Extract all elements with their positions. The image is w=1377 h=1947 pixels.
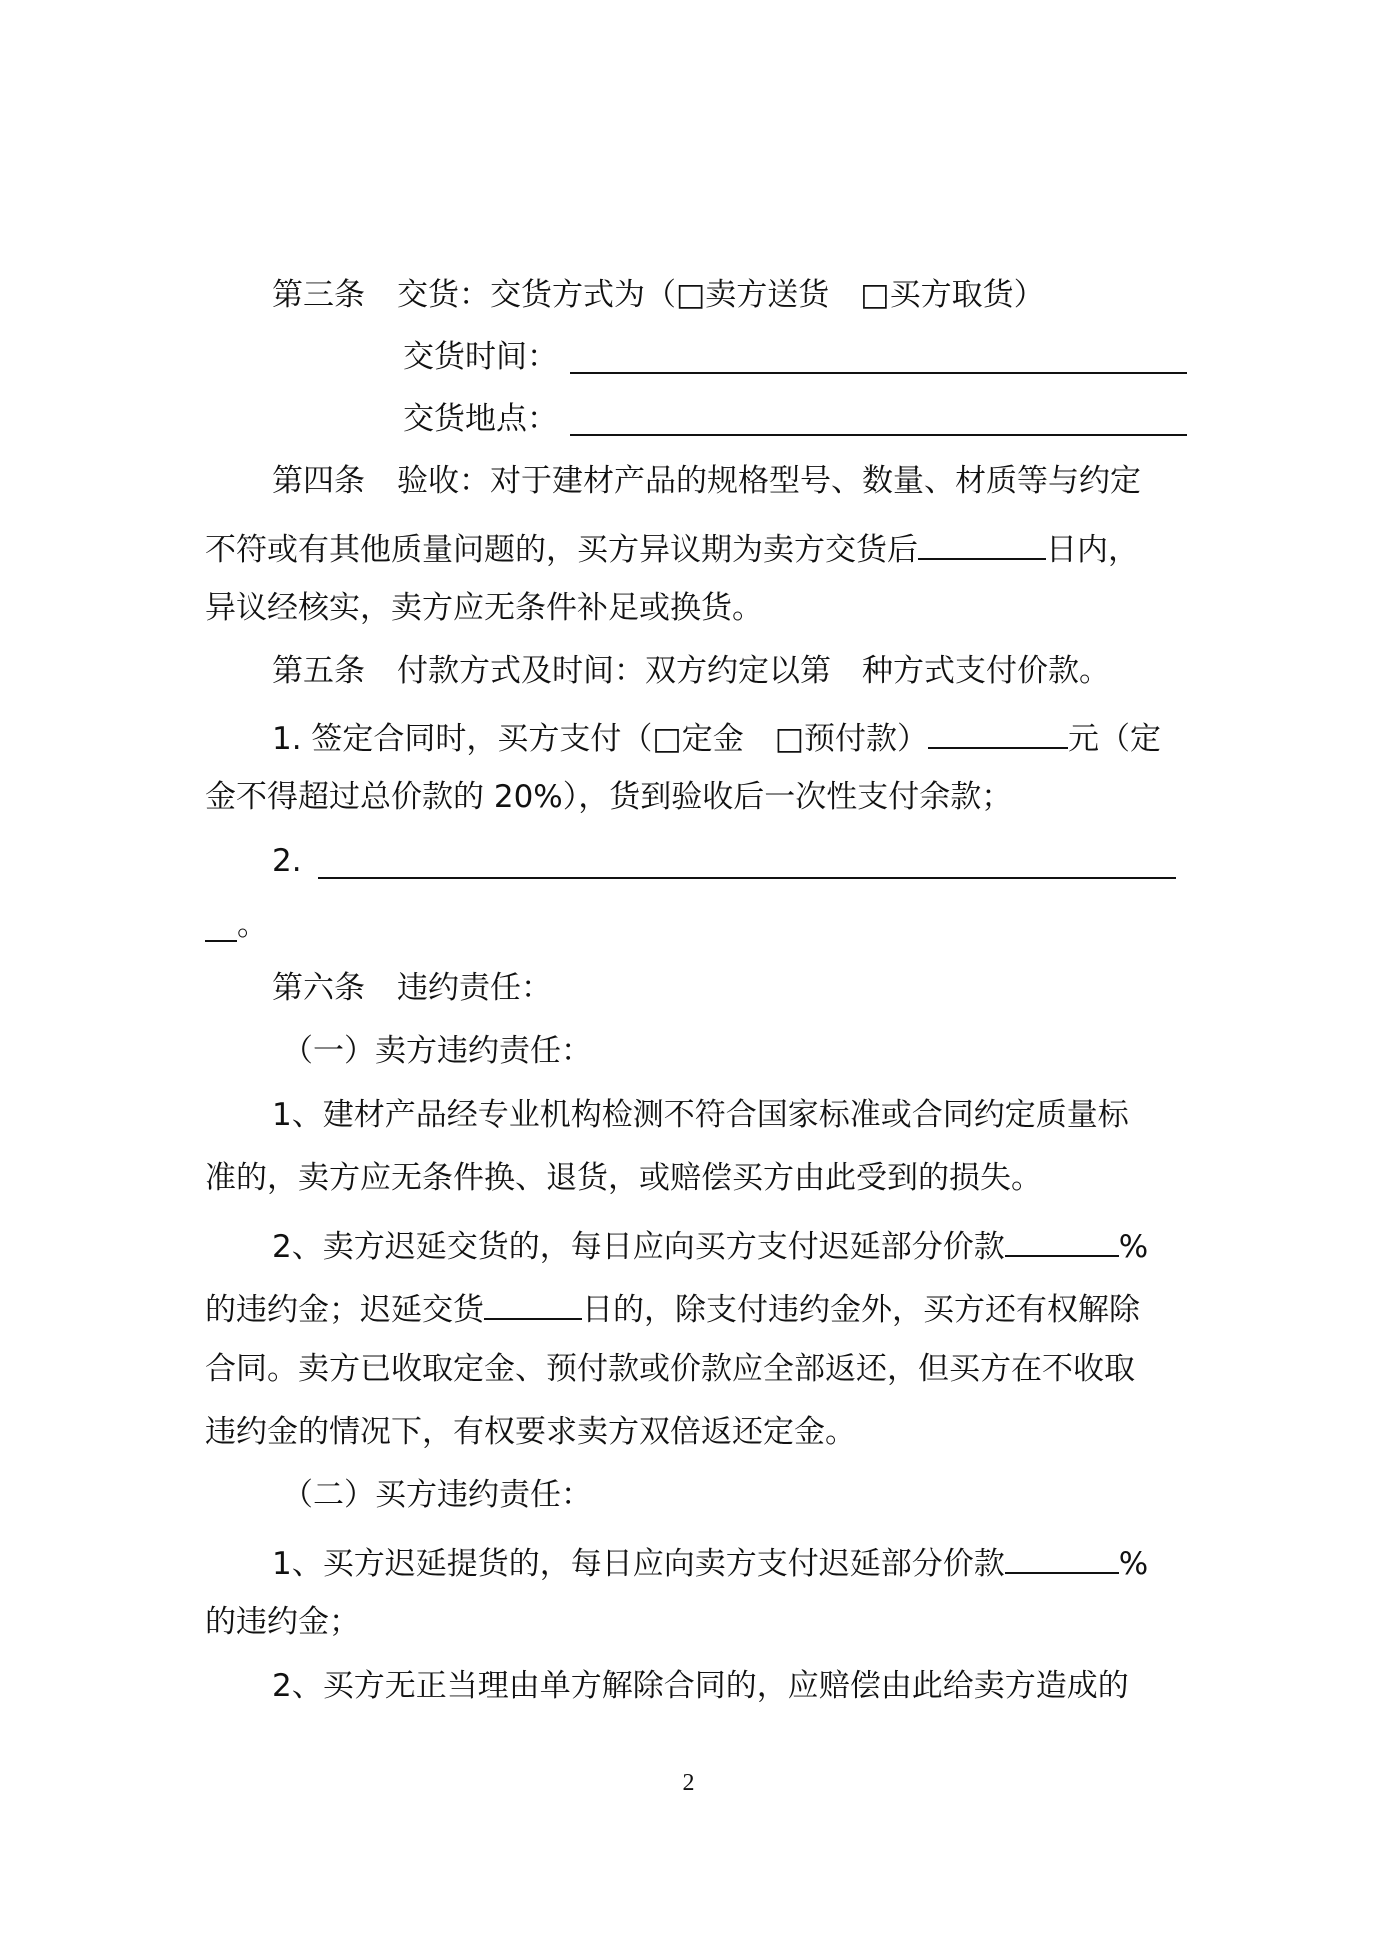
buyer-item1-line2: 的违约金； xyxy=(205,1604,360,1640)
buyer-item1-percent: % xyxy=(1118,1546,1149,1582)
seller-item2-start: 2、卖方迟延交货的，每日应向买方支付迟延部分价款 xyxy=(272,1229,1005,1265)
delivery-place-label: 交货地点： xyxy=(403,401,558,437)
article4-heading: 第四条 xyxy=(272,463,365,499)
seller-item2-line4: 违约金的情况下，有权要求卖方双倍返还定金。 xyxy=(205,1414,856,1450)
buyer-item2-line1: 2、买方无正当理由单方解除合同的，应赔偿由此给卖方造成的 xyxy=(272,1668,1129,1704)
article4-line1 xyxy=(272,463,1141,500)
seller-item2-percent: % xyxy=(1118,1229,1149,1265)
payment-item1-line1 xyxy=(272,719,1162,757)
article3-heading: 第三条 xyxy=(272,277,365,313)
objection-days-blank xyxy=(918,530,1046,560)
seller-item2-line3: 合同。卖方已收取定金、预付款或价款应全部返还，但买方在不收取 xyxy=(205,1351,1135,1387)
page-number: 2 xyxy=(682,1770,695,1796)
seller-delay-days-blank xyxy=(484,1290,582,1320)
payment-item1-line2: 金不得超过总价款的 20%），货到验收后一次性支付余款； xyxy=(205,779,1013,815)
buyer-item1-line1 xyxy=(272,1544,1149,1582)
payment-item2-end: 。 xyxy=(237,907,268,943)
seller-item2-line2-end: 日的，除支付违约金外，买方还有权解除 xyxy=(582,1292,1140,1328)
article5-heading: 第五条 xyxy=(272,653,365,689)
article4-line2-start: 不符或有其他质量问题的，买方异议期为卖方交货后 xyxy=(205,532,918,568)
delivery-time-blank xyxy=(570,372,1187,374)
payment-amount-blank xyxy=(928,719,1068,749)
buyer-penalty-rate-blank xyxy=(1005,1544,1119,1574)
seller-penalty-rate-blank xyxy=(1005,1227,1119,1257)
seller-item2-line2 xyxy=(205,1290,1140,1328)
article4-line2-end: 日内， xyxy=(1046,532,1139,568)
buyer-item1-start: 1、买方迟延提货的，每日应向卖方支付迟延部分价款 xyxy=(272,1546,1005,1582)
article4-text: 验收：对于建材产品的规格型号、数量、材质等与约定 xyxy=(397,463,1141,499)
article3-line xyxy=(272,277,1045,314)
article6-text: 违约责任： xyxy=(397,970,552,1006)
article6-heading: 第六条 xyxy=(272,970,365,1006)
payment-item2-blank xyxy=(318,877,1176,879)
delivery-time-label: 交货时间： xyxy=(403,339,558,375)
article4-line3: 异议经核实，卖方应无条件补足或换货。 xyxy=(205,590,763,626)
payment-item2-blank-cont xyxy=(205,940,237,942)
seller-item2-line1 xyxy=(272,1227,1149,1265)
seller-liability-heading: （一）卖方违约责任： xyxy=(282,1033,592,1069)
seller-item2-line2-start: 的违约金；迟延交货 xyxy=(205,1292,484,1328)
delivery-place-blank xyxy=(570,434,1187,436)
article4-line2 xyxy=(205,530,1139,568)
seller-item1-line2: 准的，卖方应无条件换、退货，或赔偿买方由此受到的损失。 xyxy=(205,1160,1042,1196)
payment-item2-label: 2. xyxy=(272,843,302,879)
article6-line xyxy=(272,970,552,1007)
article3-text: 交货：交货方式为（□卖方送货 □买方取货） xyxy=(397,277,1045,313)
article5-text: 付款方式及时间：双方约定以第 种方式支付价款。 xyxy=(397,653,1110,689)
seller-item1-line1: 1、建材产品经专业机构检测不符合国家标准或合同约定质量标 xyxy=(272,1097,1129,1133)
article5-line xyxy=(272,653,1110,690)
payment-item1-end: 元（定 xyxy=(1068,721,1162,757)
buyer-liability-heading: （二）买方违约责任： xyxy=(282,1477,592,1513)
payment-item1-start: 1. 签定合同时，买方支付（□定金 □预付款） xyxy=(272,721,929,757)
